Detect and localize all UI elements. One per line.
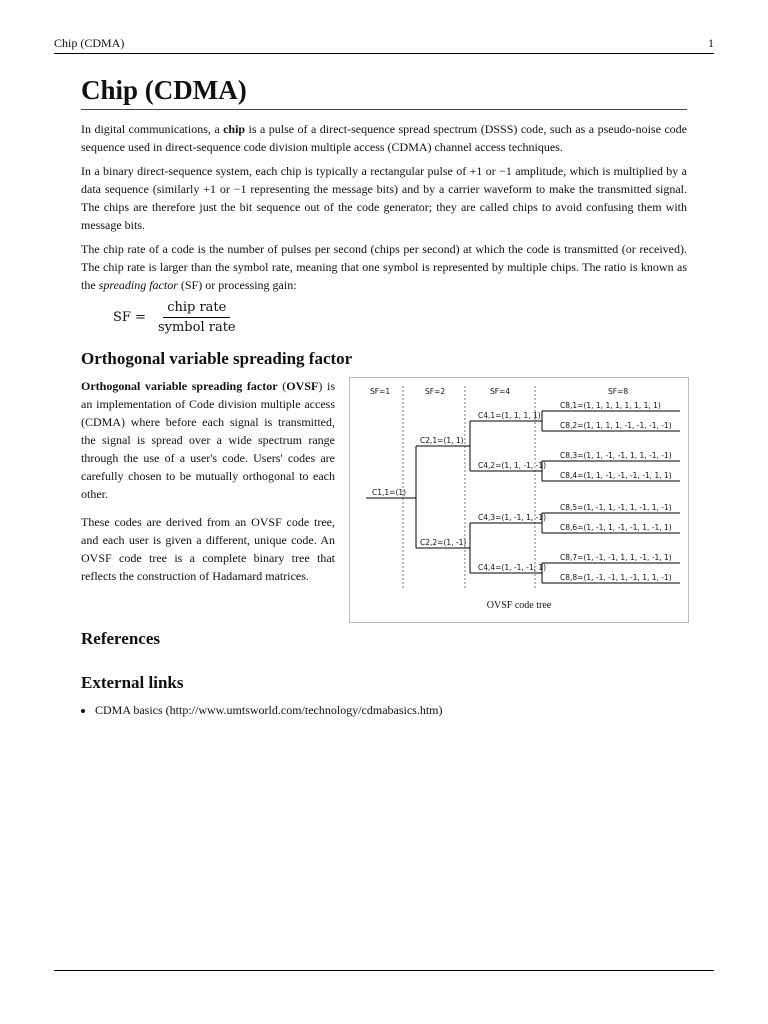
formula-numerator: chip rate (163, 300, 230, 318)
formula-lhs: SF = (113, 310, 146, 325)
sf-label-4: SF=8 (608, 387, 629, 396)
sf-label-2: SF=2 (425, 387, 446, 396)
ovsf-tree-diagram (350, 378, 688, 598)
figure-caption: OVSF code tree (486, 600, 552, 611)
formula-denominator: symbol rate (157, 320, 236, 335)
external-links-heading: External links (81, 673, 184, 692)
code-c8-2: C8,2=(1, 1, 1, 1, -1, -1, -1, -1) (560, 421, 672, 430)
code-c8-6: C8,6=(1, -1, 1, -1, -1, 1, -1, 1) (560, 523, 672, 532)
ovsf-text (81, 377, 335, 591)
sf-label-1: SF=1 (370, 387, 391, 396)
code-c8-1: C8,1=(1, 1, 1, 1, 1, 1, 1, 1) (560, 401, 661, 410)
sf-formula (113, 300, 687, 335)
references-heading: References (81, 629, 160, 648)
sf-label-3: SF=4 (490, 387, 511, 396)
ovsf-code-tree-figure (349, 377, 689, 623)
code-c1-1: C1,1=(1) (372, 488, 407, 497)
code-c4-4: C4,4=(1, -1, -1, 1) (478, 563, 547, 572)
ovsf-paragraph-2: These codes are derived from an OVSF code tree, and each user is given a different, unique code. An OVSF code tree is a complete binary tree that reflects the construction of Hadamard matrices. (81, 515, 335, 583)
code-c8-5: C8,5=(1, -1, 1, -1, 1, -1, 1, -1) (560, 503, 672, 512)
ovsf-section (81, 377, 687, 627)
article-body (81, 56, 687, 719)
formula-fraction (154, 300, 240, 335)
ovsf-paragraph-1: Orthogonal variable spreading factor (OVSF) is an implementation of Code division multiple access (CDMA) where before each signal is transmitted, the signal is spread over a wide spectrum range through the use of a user's code. Users' codes are carefully chosen to be mutually orthogonal to each other. (81, 379, 336, 501)
code-c4-3: C4,3=(1, -1, 1, -1) (478, 513, 547, 522)
intro-paragraph-1: In digital communications, a chip is a pulse of a direct-sequence spread spectrum (DSSS) code, such as a pseudo-noise code sequence used in direct-sequence code division multiple access (CDMA) channel access techniques. (81, 122, 687, 154)
code-c2-1: C2,1=(1, 1) (420, 436, 464, 445)
code-c8-4: C8,4=(1, 1, -1, -1, -1, -1, 1, 1) (560, 471, 672, 480)
code-c2-2: C2,2=(1, -1) (420, 538, 467, 547)
header-title: Chip (CDMA) (54, 36, 125, 50)
code-c4-2: C4,2=(1, 1, -1, -1) (478, 461, 547, 470)
code-c8-8: C8,8=(1, -1, -1, 1, -1, 1, 1, -1) (560, 573, 672, 582)
code-c4-1: C4,1=(1, 1, 1, 1) (478, 411, 541, 420)
code-c8-7: C8,7=(1, -1, -1, 1, 1, -1, -1, 1) (560, 553, 672, 562)
footer-rule (54, 970, 714, 971)
code-c8-3: C8,3=(1, 1, -1, -1, 1, 1, -1, -1) (560, 451, 672, 460)
page-number: 1 (708, 36, 714, 50)
external-links-list (81, 701, 687, 719)
external-link-item[interactable]: • CDMA basics (http://www.umtsworld.com/technology/cdmabasics.htm) (95, 701, 687, 719)
running-header (54, 36, 714, 54)
intro-paragraph-2: In a binary direct-sequence system, each chip is typically a rectangular pulse of +1 or −1 amplitude, which is multiplied by a data sequence (similarly +1 or −1 representing the message bits) and by a carrier waveform to make the transmitted signal. The chips are therefore just the bit sequence out of the code generator; they are called chips to avoid confusing them with message bits. (81, 164, 687, 232)
intro-paragraph-3: The chip rate of a code is the number of pulses per second (chips per second) at which the code is transmitted (or received). The chip rate is larger than the symbol rate, meaning that one symbol is represented by multiple chips. The ratio is known as the spreading factor (SF) or processing gain: (81, 242, 687, 292)
page-title: Chip (CDMA) (81, 74, 687, 110)
ovsf-heading: Orthogonal variable spreading factor (81, 349, 353, 368)
